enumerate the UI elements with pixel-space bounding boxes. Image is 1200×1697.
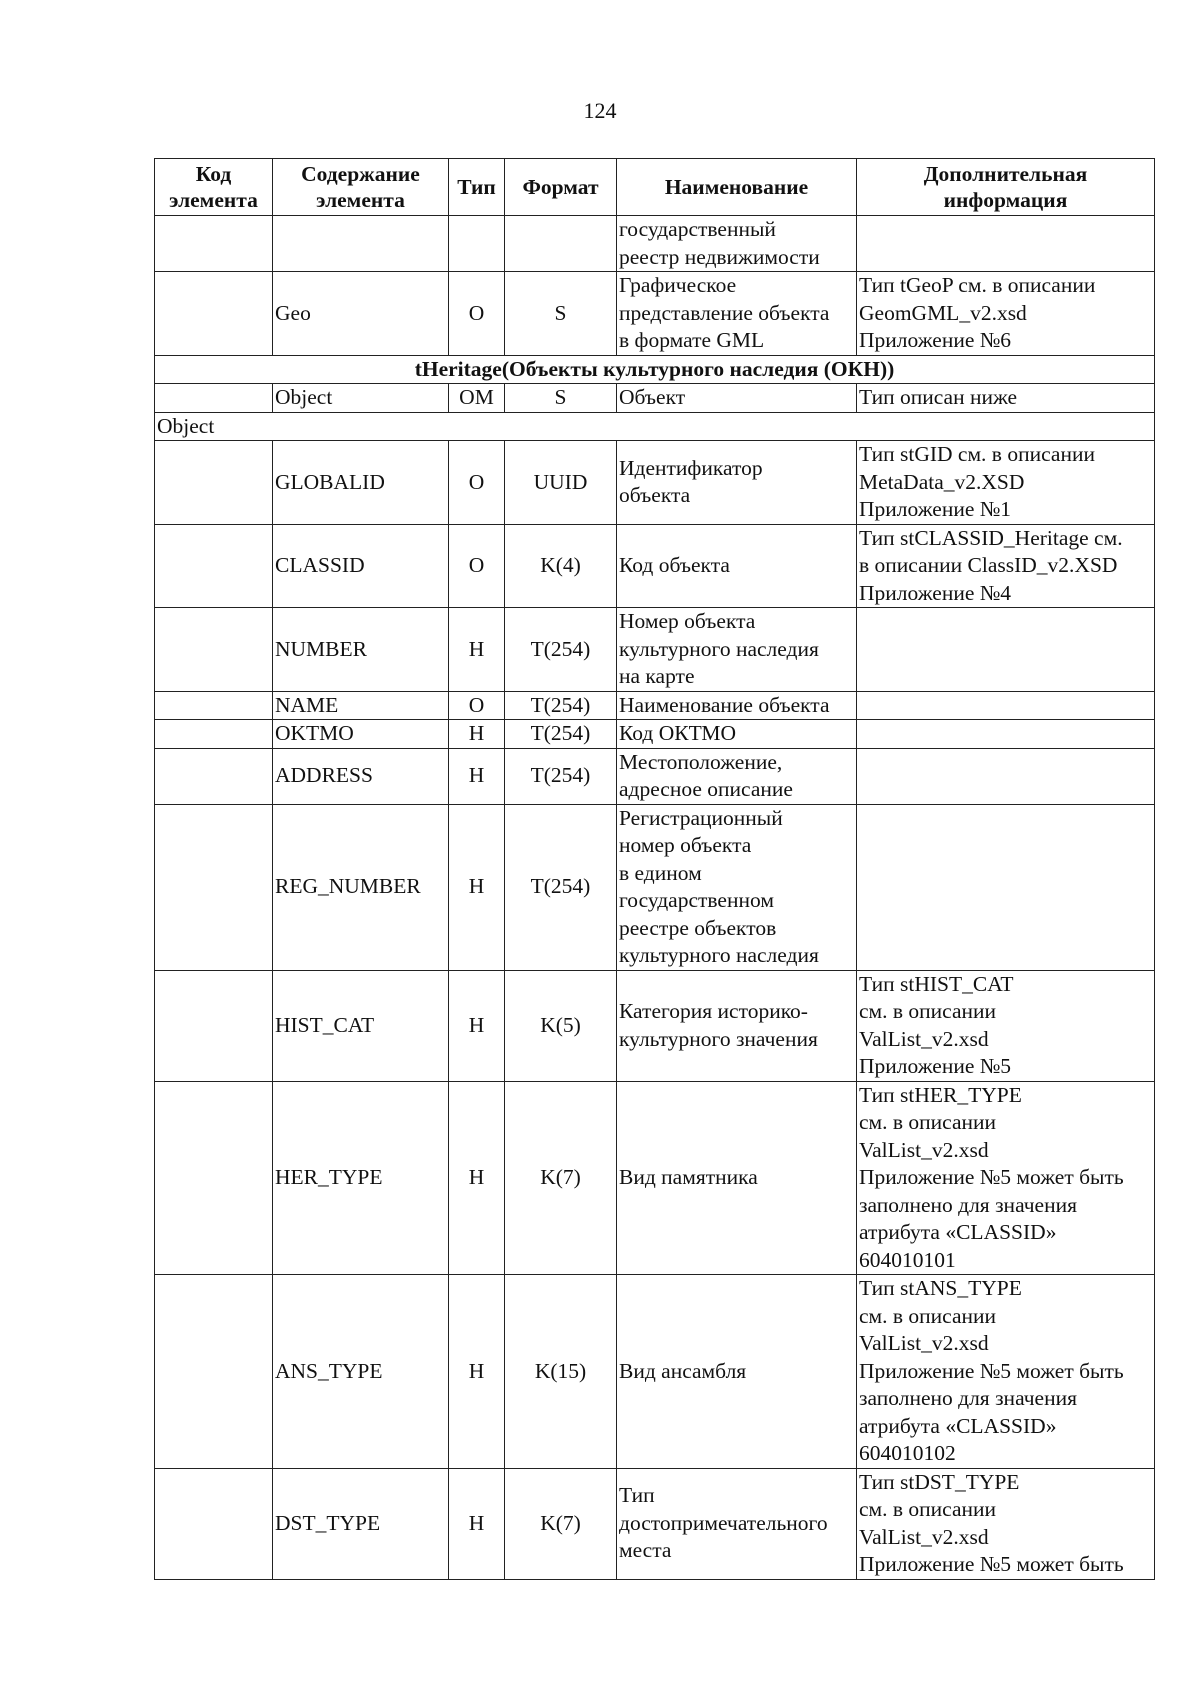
cell-type xyxy=(449,216,505,272)
header-content: Содержание элемента xyxy=(273,159,449,216)
cell-content: HER_TYPE xyxy=(273,1081,449,1275)
cell-code xyxy=(155,720,273,749)
cell-code xyxy=(155,748,273,804)
cell-name: Вид памятника xyxy=(617,1081,857,1275)
table-row xyxy=(155,524,1155,608)
cell-info xyxy=(857,804,1155,970)
cell-format: T(254) xyxy=(505,691,617,720)
table-row xyxy=(155,441,1155,525)
cell-name: Графическое представление объекта в формате GML xyxy=(617,272,857,356)
section-title: tHeritage(Объекты культурного наследия (ОКН)) xyxy=(155,355,1155,384)
cell-content: NUMBER xyxy=(273,608,449,692)
cell-code xyxy=(155,1275,273,1469)
cell-code xyxy=(155,384,273,413)
table-row xyxy=(155,1081,1155,1275)
cell-content: DST_TYPE xyxy=(273,1468,449,1579)
object-label-row xyxy=(155,412,1155,441)
cell-format: T(254) xyxy=(505,608,617,692)
cell-content: CLASSID xyxy=(273,524,449,608)
rows-body xyxy=(155,441,1155,1580)
cell-type: Н xyxy=(449,748,505,804)
cell-info: Тип tGeoP см. в описании GeomGML_v2.xsd Приложение №6 xyxy=(857,272,1155,356)
cell-format: T(254) xyxy=(505,804,617,970)
header-format: Формат xyxy=(505,159,617,216)
cell-content: OKTMO xyxy=(273,720,449,749)
cell-name: Код ОКТМО xyxy=(617,720,857,749)
cell-info xyxy=(857,691,1155,720)
header-name: Наименование xyxy=(617,159,857,216)
section-row xyxy=(155,355,1155,384)
cell-format: K(5) xyxy=(505,970,617,1081)
cell-name: Идентификатор объекта xyxy=(617,441,857,525)
cell-content: NAME xyxy=(273,691,449,720)
cell-info xyxy=(857,608,1155,692)
cell-code xyxy=(155,441,273,525)
cell-code xyxy=(155,1468,273,1579)
cell-type: О xyxy=(449,691,505,720)
cell-name: Код объекта xyxy=(617,524,857,608)
page-number: 124 xyxy=(583,98,617,123)
cell-format: K(15) xyxy=(505,1275,617,1469)
cell-content: REG_NUMBER xyxy=(273,804,449,970)
cell-format: K(7) xyxy=(505,1081,617,1275)
cell-code xyxy=(155,524,273,608)
element-table xyxy=(154,158,1155,1580)
cell-name: Наименование объекта xyxy=(617,691,857,720)
table-row xyxy=(155,1468,1155,1579)
table-row xyxy=(155,748,1155,804)
cell-code xyxy=(155,272,273,356)
cell-content: ADDRESS xyxy=(273,748,449,804)
cell-content: GLOBALID xyxy=(273,441,449,525)
cell-type: Н xyxy=(449,1081,505,1275)
table-row xyxy=(155,970,1155,1081)
cell-format: K(7) xyxy=(505,1468,617,1579)
cell-format xyxy=(505,216,617,272)
header-info: Дополнительная информация xyxy=(857,159,1155,216)
cell-name: Вид ансамбля xyxy=(617,1275,857,1469)
cell-type: О xyxy=(449,441,505,525)
cell-info: Тип stHER_TYPE см. в описании ValList_v2.xsd Приложение №5 может быть заполнено для значения атрибута «CLASSID» 604010101 xyxy=(857,1081,1155,1275)
cell-code xyxy=(155,216,273,272)
cell-format: S xyxy=(505,384,617,413)
header-code: Код элемента xyxy=(155,159,273,216)
cell-info: Тип stCLASSID_Heritage см. в описании ClassID_v2.XSD Приложение №4 xyxy=(857,524,1155,608)
cell-name: Регистрационный номер объекта в едином государственном реестре объектов культурного наследия xyxy=(617,804,857,970)
cell-format: UUID xyxy=(505,441,617,525)
cell-info xyxy=(857,748,1155,804)
table-row xyxy=(155,608,1155,692)
cell-name: Категория историко- культурного значения xyxy=(617,970,857,1081)
cell-code xyxy=(155,691,273,720)
cell-code xyxy=(155,608,273,692)
cell-type: Н xyxy=(449,1275,505,1469)
table-row xyxy=(155,1275,1155,1469)
cell-info: Тип stHIST_CAT см. в описании ValList_v2.xsd Приложение №5 xyxy=(857,970,1155,1081)
object-row xyxy=(155,384,1155,413)
cell-format: T(254) xyxy=(505,748,617,804)
cell-info xyxy=(857,216,1155,272)
object-label: Object xyxy=(155,412,1155,441)
cell-format: T(254) xyxy=(505,720,617,749)
cell-name: Тип достопримечательного места xyxy=(617,1468,857,1579)
cell-name: Местоположение, адресное описание xyxy=(617,748,857,804)
cell-type: Н xyxy=(449,608,505,692)
cell-format: K(4) xyxy=(505,524,617,608)
header-type: Тип xyxy=(449,159,505,216)
cell-type: ОМ xyxy=(449,384,505,413)
cell-type: Н xyxy=(449,1468,505,1579)
cell-content: HIST_CAT xyxy=(273,970,449,1081)
table-row xyxy=(155,272,1155,356)
cell-code xyxy=(155,804,273,970)
cell-content: ANS_TYPE xyxy=(273,1275,449,1469)
cell-type: О xyxy=(449,272,505,356)
cell-name: Объект xyxy=(617,384,857,413)
cell-content: Geo xyxy=(273,272,449,356)
cell-content: Object xyxy=(273,384,449,413)
cell-info: Тип описан ниже xyxy=(857,384,1155,413)
cell-code xyxy=(155,970,273,1081)
cell-code xyxy=(155,1081,273,1275)
table-header-row xyxy=(155,159,1155,216)
table-row xyxy=(155,804,1155,970)
cell-name: Номер объекта культурного наследия на карте xyxy=(617,608,857,692)
cell-content xyxy=(273,216,449,272)
cell-info: Тип stDST_TYPE см. в описании ValList_v2.xsd Приложение №5 может быть xyxy=(857,1468,1155,1579)
cell-name: государственный реестр недвижимости xyxy=(617,216,857,272)
table-row xyxy=(155,691,1155,720)
cell-info xyxy=(857,720,1155,749)
cell-info: Тип stGID см. в описании MetaData_v2.XSD Приложение №1 xyxy=(857,441,1155,525)
cell-format: S xyxy=(505,272,617,356)
cell-type: О xyxy=(449,524,505,608)
cell-type: Н xyxy=(449,804,505,970)
table-row xyxy=(155,720,1155,749)
cell-type: Н xyxy=(449,970,505,1081)
table-row xyxy=(155,216,1155,272)
cell-type: Н xyxy=(449,720,505,749)
cell-info: Тип stANS_TYPE см. в описании ValList_v2.xsd Приложение №5 может быть заполнено для значения атрибута «CLASSID» 604010102 xyxy=(857,1275,1155,1469)
